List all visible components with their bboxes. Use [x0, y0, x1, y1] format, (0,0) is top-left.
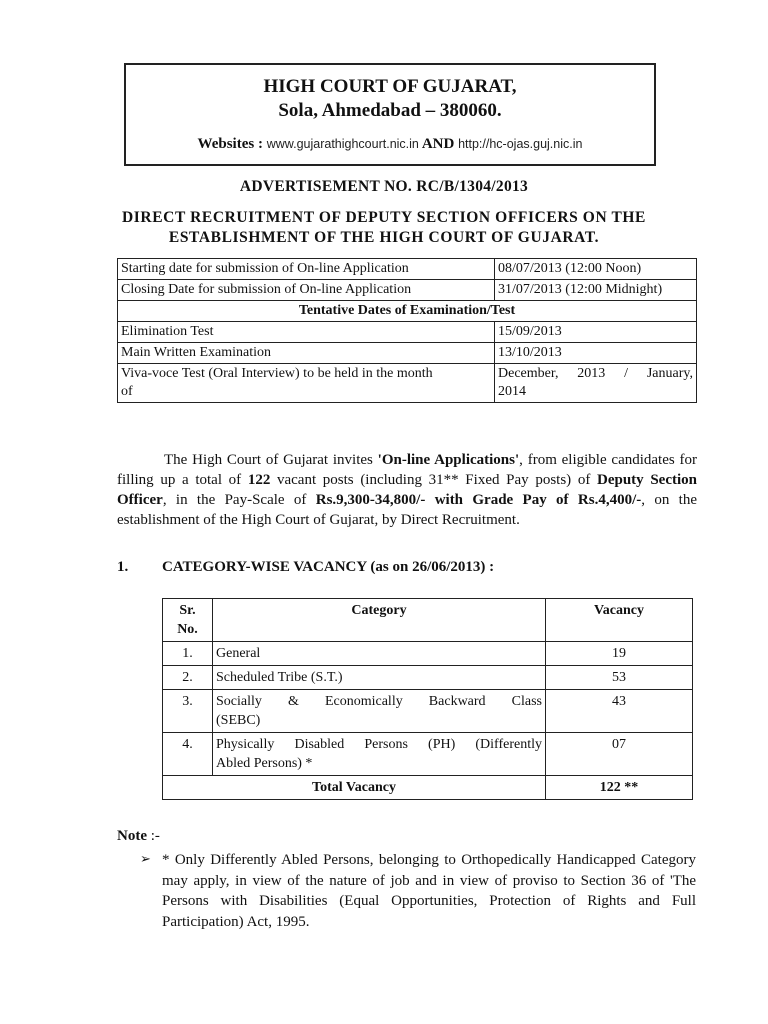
- websites-label: Websites :: [197, 136, 263, 152]
- main-exam-value: 13/10/2013: [495, 343, 697, 364]
- section-1-heading: [117, 559, 697, 576]
- table-row: [163, 642, 693, 666]
- viva-voce-label-line-2: of: [121, 384, 133, 399]
- intro-bold-post-name: Deputy Section Officer: [117, 472, 698, 508]
- close-date-value: 31/07/2013 (12:00 Midnight): [495, 280, 697, 301]
- table-row: [118, 343, 697, 364]
- row-vacancy: 07: [546, 733, 693, 776]
- main-title: [100, 208, 668, 248]
- main-title-line-1: DIRECT RECRUITMENT OF DEPUTY SECTION OFFICERS ON THE: [122, 209, 646, 226]
- intro-text-1: The High Court of Gujarat invites: [164, 452, 378, 468]
- row-category: [213, 690, 546, 733]
- note-suffix: :-: [147, 828, 160, 844]
- org-address: Sola, Ahmedabad – 380060.: [278, 100, 502, 121]
- main-title-line-2: ESTABLISHMENT OF THE HIGH COURT OF GUJARAT.: [168, 229, 600, 246]
- website-link-1[interactable]: www.gujarathighcourt.nic.in: [266, 137, 419, 151]
- row-category-line-1: Socially & Economically Backward Class: [216, 694, 542, 709]
- table-row: [118, 301, 697, 322]
- close-date-label: Closing Date for submission of On-line Application: [118, 280, 495, 301]
- row-category: General: [213, 642, 546, 666]
- intro-bold-total-posts: 122: [247, 472, 271, 488]
- intro-text-3: vacant posts (including 31** Fixed Pay posts) of: [270, 472, 597, 488]
- arrow-bullet-icon: ➢: [140, 852, 151, 867]
- intro-bold-pay-scale: Rs.9,300-34,800/- with Grade Pay of Rs.4,400/-: [315, 492, 642, 508]
- start-date-label: Starting date for submission of On-line Application: [118, 259, 495, 280]
- note-text: * Only Differently Abled Persons, belonging to Orthopedically Handicapped Category may apply, in view of the nature of job and in view of proviso to Section 36 of 'The Persons with Disabilities (Equal Opportunities, Protection of Rights and Full Participation) Act, 1995.: [162, 852, 696, 930]
- table-row: [163, 690, 693, 733]
- elimination-test-value: 15/09/2013: [495, 322, 697, 343]
- row-sr: 4.: [163, 733, 213, 776]
- advertisement-number: ADVERTISEMENT NO. RC/B/1304/2013: [239, 178, 529, 195]
- row-vacancy: 43: [546, 690, 693, 733]
- row-vacancy: 19: [546, 642, 693, 666]
- and-word: AND: [421, 136, 455, 152]
- row-category: Scheduled Tribe (S.T.): [213, 666, 546, 690]
- table-row: [118, 364, 697, 403]
- total-vacancy-value: 122 **: [546, 776, 693, 800]
- website-link-2[interactable]: http://hc-ojas.guj.nic.in: [458, 137, 583, 151]
- row-category: [213, 733, 546, 776]
- intro-bold-online-applications: 'On-line Applications': [377, 452, 520, 468]
- row-category-line-2: (SEBC): [216, 713, 261, 728]
- total-vacancy-label: Total Vacancy: [163, 776, 546, 800]
- viva-voce-value: [495, 364, 697, 403]
- table-header-row: [163, 599, 693, 642]
- start-date-value: 08/07/2013 (12:00 Noon): [495, 259, 697, 280]
- websites-line: [126, 136, 654, 153]
- note-label: Note: [117, 828, 147, 844]
- header-box: [124, 63, 656, 166]
- intro-text-2: , from eligible candidates for filling up a total of: [117, 452, 698, 488]
- table-row: [118, 280, 697, 301]
- vacancy-table: [162, 598, 693, 800]
- intro-paragraph: [117, 450, 697, 530]
- row-category-line-2: Abled Persons) *: [216, 756, 313, 771]
- intro-text-4: , in the Pay-Scale of: [162, 492, 316, 508]
- note-heading: [117, 828, 160, 845]
- section-1-title: CATEGORY-WISE VACANCY (as on 26/06/2013) :: [162, 559, 495, 575]
- header-category: Category: [213, 599, 546, 642]
- viva-voce-value-line-1: December, 2013 / January,: [498, 366, 693, 381]
- viva-voce-value-line-2: 2014: [498, 384, 526, 399]
- exam-dates-heading: Tentative Dates of Examination/Test: [118, 301, 697, 322]
- row-sr: 1.: [163, 642, 213, 666]
- table-row: [163, 733, 693, 776]
- note-item: [140, 850, 696, 932]
- viva-voce-label-line-1: Viva-voce Test (Oral Interview) to be held in the month: [121, 366, 433, 381]
- viva-voce-label: [118, 364, 495, 403]
- row-vacancy: 53: [546, 666, 693, 690]
- table-row: [163, 666, 693, 690]
- header-sr-no: [163, 599, 213, 642]
- header-vacancy: Vacancy: [546, 599, 693, 642]
- row-category-line-1: Physically Disabled Persons (PH) (Differently: [216, 737, 542, 752]
- header-sr-line-2: No.: [177, 622, 198, 637]
- intro-text-5: , on the establishment of the High Court of Gujarat, by Direct Recruitment.: [117, 492, 698, 528]
- table-row: [118, 259, 697, 280]
- dates-table: [117, 258, 697, 403]
- main-exam-label: Main Written Examination: [118, 343, 495, 364]
- elimination-test-label: Elimination Test: [118, 322, 495, 343]
- section-1-number: 1.: [117, 559, 129, 575]
- org-title: HIGH COURT OF GUJARAT,: [263, 76, 517, 97]
- row-sr: 2.: [163, 666, 213, 690]
- table-row: [118, 322, 697, 343]
- row-sr: 3.: [163, 690, 213, 733]
- total-row: [163, 776, 693, 800]
- header-sr-line-1: Sr.: [179, 603, 196, 618]
